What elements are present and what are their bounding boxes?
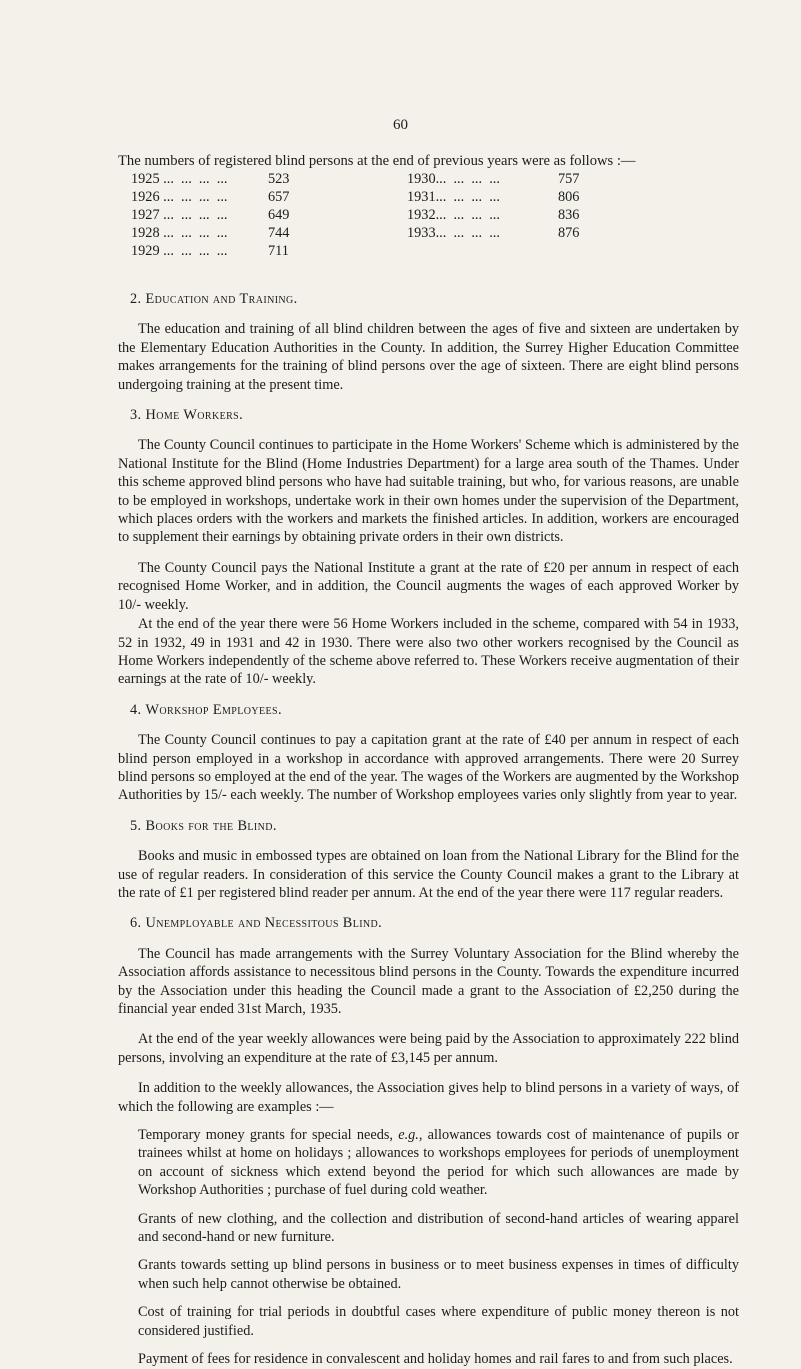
paragraph: At the end of the year weekly allowances were being paid by the Association to approximately 222 blind persons, involving an expenditure at the rate of £3,145 per annum. bbox=[118, 1031, 739, 1066]
year-label: 1929 ... ... ... ... bbox=[131, 243, 228, 259]
paragraph: The County Council pays the National Institute a grant at the rate of £20 per annum in respect of each recognised Home Worker, and in addition, the Council augments the wages of each approved Worker by 10/- weekly. bbox=[118, 559, 739, 613]
year-label: 1932... ... ... ... bbox=[407, 207, 500, 223]
registered-intro: The numbers of registered blind persons at the end of previous years were as follows :— bbox=[118, 153, 636, 169]
section-heading: 4. Workshop Employees. bbox=[130, 701, 282, 718]
year-count: 649 bbox=[268, 207, 290, 223]
example-item: Grants towards setting up blind persons in business or to meet business expenses in times of difficulty when such help cannot otherwise be obtained. bbox=[138, 1257, 739, 1292]
paragraph: The Council has made arrangements with the Surrey Voluntary Association for the Blind whereby the Association affords assistance to necessitous blind persons in the County. Towards the expenditure incurred by the Association under this heading the Council made a grant to the Association of £2,250 during the financial year ended 31st March, 1935. bbox=[118, 945, 739, 1017]
paragraph: At the end of the year there were 56 Home Workers included in the scheme, compared with 54 in 1933, 52 in 1932, 49 in 1931 and 42 in 1930. There were also two other workers recognised by the Council as Home Workers independently of the scheme above referred to. These Workers receive augmentation of their earnings at the rate of 10/- weekly. bbox=[118, 616, 739, 688]
example-item: Payment of fees for residence in convalescent and holiday homes and rail fares to and from such places. bbox=[138, 1351, 733, 1368]
year-label: 1926 ... ... ... ... bbox=[131, 189, 228, 205]
year-count: 657 bbox=[268, 189, 290, 205]
year-label: 1931... ... ... ... bbox=[407, 189, 500, 205]
year-count: 757 bbox=[558, 171, 580, 187]
section-heading: 3. Home Workers. bbox=[130, 407, 244, 424]
year-count: 523 bbox=[268, 171, 290, 187]
year-label: 1925 ... ... ... ... bbox=[131, 171, 228, 187]
example-item: Cost of training for trial periods in doubtful cases where expenditure of public money thereon is not considered justified. bbox=[138, 1304, 739, 1339]
paragraph: In addition to the weekly allowances, the Association gives help to blind persons in a variety of ways, of which the following are examples :— bbox=[118, 1080, 739, 1115]
year-count: 876 bbox=[558, 225, 580, 241]
paragraph: The education and training of all blind children between the ages of five and sixteen are undertaken by the Elementary Education Authorities in the County. In addition, the Surrey Higher Education Committee makes arrangements for the training of blind persons over the age of sixteen. There are eight blind persons undergoing training at the present time. bbox=[118, 321, 739, 393]
paragraph: The County Council continues to pay a capitation grant at the rate of £40 per annum in respect of each blind person employed in a workshop in accordance with approved arrangements. There were 20 Surrey blind persons so employed at the end of the year. The wages of the Workers are augmented by the Workshop Authorities by 15/- each weekly. The number of Workshop employees varies only slightly from year to year. bbox=[118, 732, 739, 804]
section-heading: 6. Unemployable and Necessitous Blind. bbox=[130, 915, 383, 932]
year-label: 1933... ... ... ... bbox=[407, 225, 500, 241]
year-label: 1927 ... ... ... ... bbox=[131, 207, 228, 223]
paragraph: Books and music in embossed types are obtained on loan from the National Library for the Blind for the use of regular readers. In consideration of this service the County Council makes a grant to the Library at the rate of £1 per registered blind reader per annum. At the end of the year there were 117 regular readers. bbox=[118, 848, 739, 901]
year-count: 744 bbox=[268, 225, 290, 241]
section-heading: 5. Books for the Blind. bbox=[130, 817, 277, 834]
year-label: 1930... ... ... ... bbox=[407, 171, 500, 187]
year-count: 806 bbox=[558, 189, 580, 205]
example-item: Temporary money grants for special needs, e.g., allowances towards cost of maintenance of pupils or trainees whilst at home on holidays ; allowances to workshops employees for periods of unemployment on account of sickness which extend beyond the period for which such allowances are made by Workshop Authorities ; purchase of fuel during cold weather. bbox=[138, 1127, 739, 1199]
year-count: 836 bbox=[558, 207, 580, 223]
paragraph: The County Council continues to participate in the Home Workers' Scheme which is administered by the National Institute for the Blind (Home Industries Department) for a large area south of the Thames. Under this scheme approved blind persons who have had suitable training, but who, for various reasons, are unable to be employed in workshops, undertake work in their own homes under the supervision of the Department, which places orders with the workers and markets the finished articles. In addition, workers are encouraged to supplement their earnings by obtaining private orders in their own districts. bbox=[118, 437, 739, 546]
year-label: 1928 ... ... ... ... bbox=[131, 225, 228, 241]
page-number: 60 bbox=[393, 117, 408, 133]
section-heading: 2. Education and Training. bbox=[130, 291, 298, 307]
year-count: 711 bbox=[268, 243, 289, 259]
document-body bbox=[118, 290, 739, 1369]
example-item: Grants of new clothing, and the collection and distribution of second-hand articles of wearing apparel and second-hand or new furniture. bbox=[138, 1210, 739, 1246]
